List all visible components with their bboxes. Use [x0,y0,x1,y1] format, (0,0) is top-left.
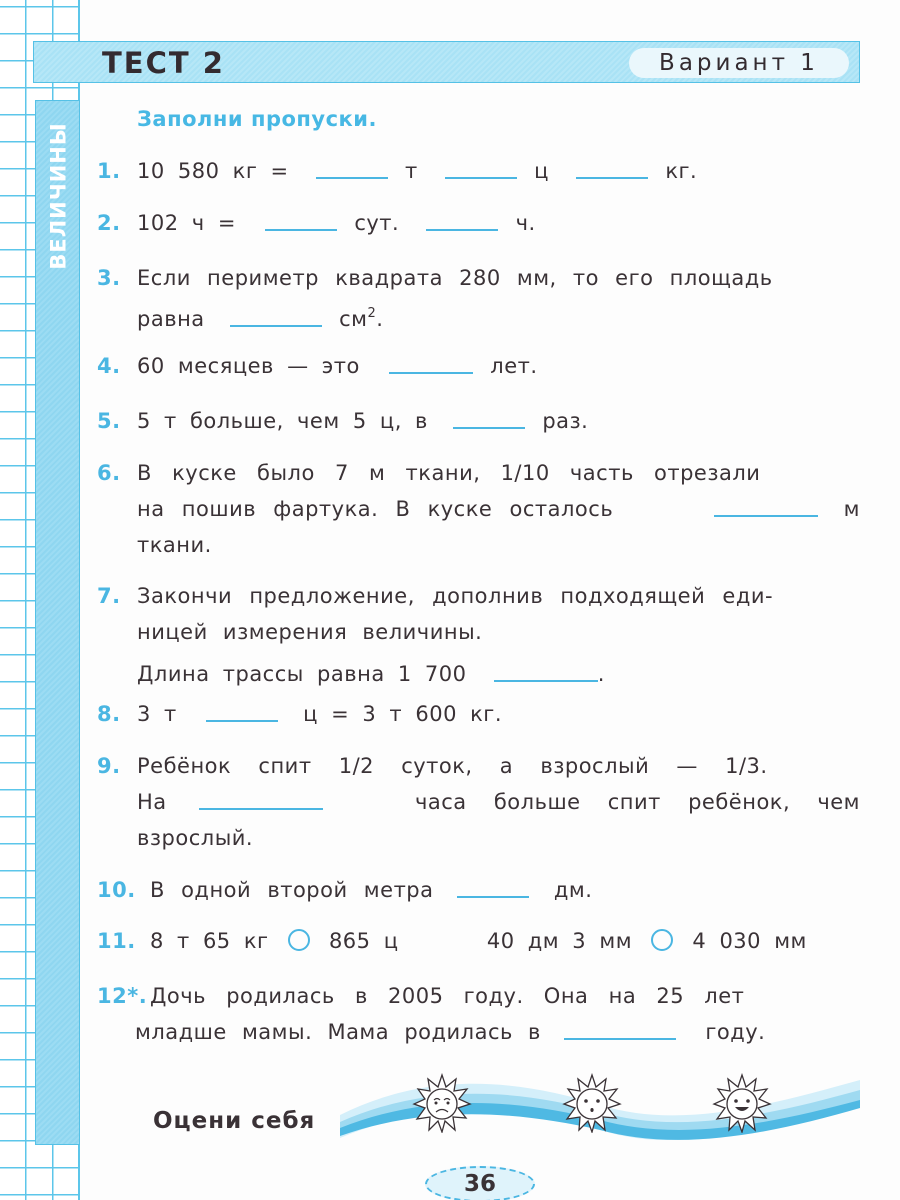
answer-blank[interactable] [389,352,473,374]
superscript: 2 [367,306,377,321]
task-number: 8. [97,702,121,726]
task-number: 3. [97,266,121,290]
unit-label: кг. [665,159,698,183]
task-text: В куске было 7 м ткани, 1/10 часть отрезали [137,461,761,485]
unit-label: см [339,307,368,331]
test-header-band [33,41,860,83]
answer-blank[interactable] [564,1018,676,1040]
task-text: году. [705,1020,766,1044]
answer-blank[interactable] [265,209,337,231]
task-number: 6. [97,461,121,485]
answer-blank[interactable] [714,495,818,517]
unit-label: раз. [542,409,589,433]
answer-blank[interactable] [199,788,323,810]
task-text: Дочь родилась в 2005 году. Она на 25 лет [150,984,745,1008]
answer-blank[interactable] [316,157,388,179]
section-label: ВЕЛИЧИНЫ [46,122,71,270]
task-number: 12*. [97,984,148,1008]
task-text: 40 дм 3 мм [486,929,633,953]
unit-label: м [843,497,860,521]
comparison-circle[interactable] [288,929,310,951]
task-text: Если периметр квадрата 280 мм, то его площадь [137,266,773,290]
task-text: часа больше спит ребёнок, чем [414,790,860,814]
unit-label: сут. [354,211,400,235]
task-text: ткани. [137,533,212,557]
variant-badge: Вариант 1 [629,48,849,78]
task-text: 8 т 65 кг [150,929,269,953]
task-text: ц = 3 т 600 кг. [303,702,502,726]
answer-blank[interactable] [453,407,525,429]
sad-sun-icon[interactable] [412,1073,472,1133]
unit-label: ч. [515,211,536,235]
test-title: ТЕСТ 2 [102,46,225,80]
task-text: 102 ч = [137,211,236,235]
unit-label: дм. [553,878,593,902]
punctuation: . [376,307,384,331]
task-text: 10 580 кг = [137,159,289,183]
page-number: 36 [425,1166,535,1200]
happy-sun-icon[interactable] [712,1073,772,1133]
task-text: взрослый. [137,826,254,850]
answer-blank[interactable] [576,157,648,179]
task-text: ницей измерения величины. [137,620,483,644]
answer-blank[interactable] [206,700,278,722]
task-text: 60 месяцев — это [137,354,360,378]
task-number: 7. [97,584,121,608]
task-number: 5. [97,409,121,433]
task-text: 3 т [137,702,177,726]
task-text: 865 ц [328,929,399,953]
punctuation: . [597,662,605,686]
task-number: 9. [97,754,121,778]
unit-label: т [405,159,418,183]
neutral-sun-icon[interactable] [562,1073,622,1133]
task-text: 4 030 мм [692,929,807,953]
task-text: В одной второй метра [150,878,434,902]
answer-blank[interactable] [494,660,598,682]
task-number: 1. [97,159,121,183]
task-number: 4. [97,354,121,378]
task-text: 5 т больше, чем 5 ц, в [137,409,428,433]
task-number: 11. [97,929,136,953]
answer-blank[interactable] [445,157,517,179]
answer-blank[interactable] [426,209,498,231]
instruction-heading: Заполни пропуски. [137,107,378,131]
task-number: 2. [97,211,121,235]
answer-blank[interactable] [457,876,529,898]
self-assessment-label: Оцени себя [153,1108,316,1134]
task-text: младше мамы. Мама родилась в [135,1020,541,1044]
unit-label: ц [534,159,549,183]
task-text: Ребёнок спит 1/2 суток, а взрослый — 1/3. [137,754,768,778]
unit-label: лет. [490,354,538,378]
answer-blank[interactable] [230,305,322,327]
task-text: равна [137,307,205,331]
task-text: Закончи предложение, дополнив подходящей еди- [137,584,774,608]
task-text: Длина трассы равна 1 700 [137,662,467,686]
task-number: 10. [97,878,136,902]
section-side-tab [35,100,80,1145]
comparison-circle[interactable] [651,929,673,951]
task-text: На [137,790,167,814]
task-text: на пошив фартука. В куске осталось [137,497,614,521]
